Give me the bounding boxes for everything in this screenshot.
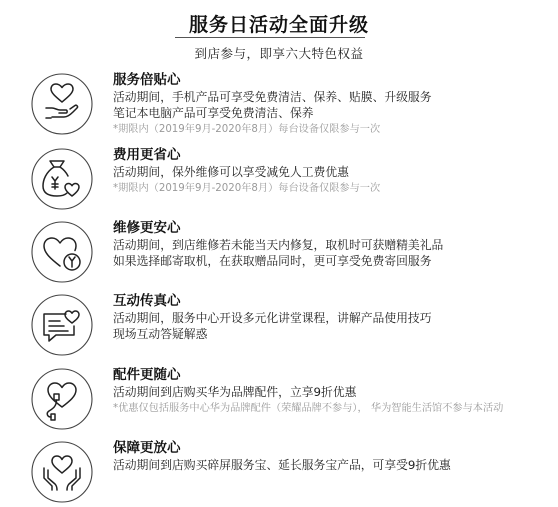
item-desc: 活动期间到店购买华为品牌配件，立享9折优惠 [113,385,357,399]
benefit-item-protection [0,440,558,507]
item-desc: 活动期间，保外维修可以享受减免人工费优惠 [113,165,349,179]
item-desc: 笔记本电脑产品可享受免费清洁、保养 [113,106,314,120]
heart-cable-icon [30,367,94,431]
item-desc: 活动期间，手机产品可享受免费清洁、保养、贴膜、升级服务 [113,90,432,104]
item-desc: 活动期间到店购买碎屏服务宝、延长服务宝产品，可享受9折优惠 [113,458,451,472]
benefit-item-repair [0,220,558,294]
benefit-item-service [0,72,558,146]
item-title: 费用更省心 [113,147,181,163]
benefit-item-interaction [0,293,558,367]
item-desc: 活动期间，到店维修若未能当天内修复，取机时可获赠精美礼品 [113,238,444,252]
page-subtitle: 到店参与，即享六大特色权益 [194,46,364,61]
title-divider [175,37,365,38]
item-desc: 现场互动答疑解惑 [113,327,208,341]
item-title: 保障更放心 [113,440,181,456]
heart-hand-icon [30,72,94,136]
benefit-item-accessories [0,367,558,441]
hands-heart-icon [30,440,94,504]
money-bag-heart-icon [30,147,94,211]
item-desc: 如果选择邮寄取机，在获取赠品同时，更可享受免费寄回服务 [113,254,432,268]
item-title: 配件更随心 [113,367,181,383]
item-note: *期限内（2019年9月-2020年8月）每台设备仅限参与一次 [113,124,381,135]
chat-heart-icon [30,293,94,357]
item-note: *优惠仅包括服务中心华为品牌配件（荣耀品牌不参与）， 华为智能生活馆不参与本活动 [113,403,504,414]
item-title: 维修更安心 [113,220,181,236]
item-title: 服务倍贴心 [113,72,181,88]
page-title: 服务日活动全面升级 [188,14,369,36]
item-desc: 活动期间，服务中心开设多元化讲堂课程，讲解产品使用技巧 [113,311,432,325]
item-note: *期限内（2019年9月-2020年8月）每台设备仅限参与一次 [113,183,381,194]
heart-wrench-icon [30,220,94,284]
benefit-item-cost [0,147,558,221]
item-title: 互动传真心 [113,293,181,309]
